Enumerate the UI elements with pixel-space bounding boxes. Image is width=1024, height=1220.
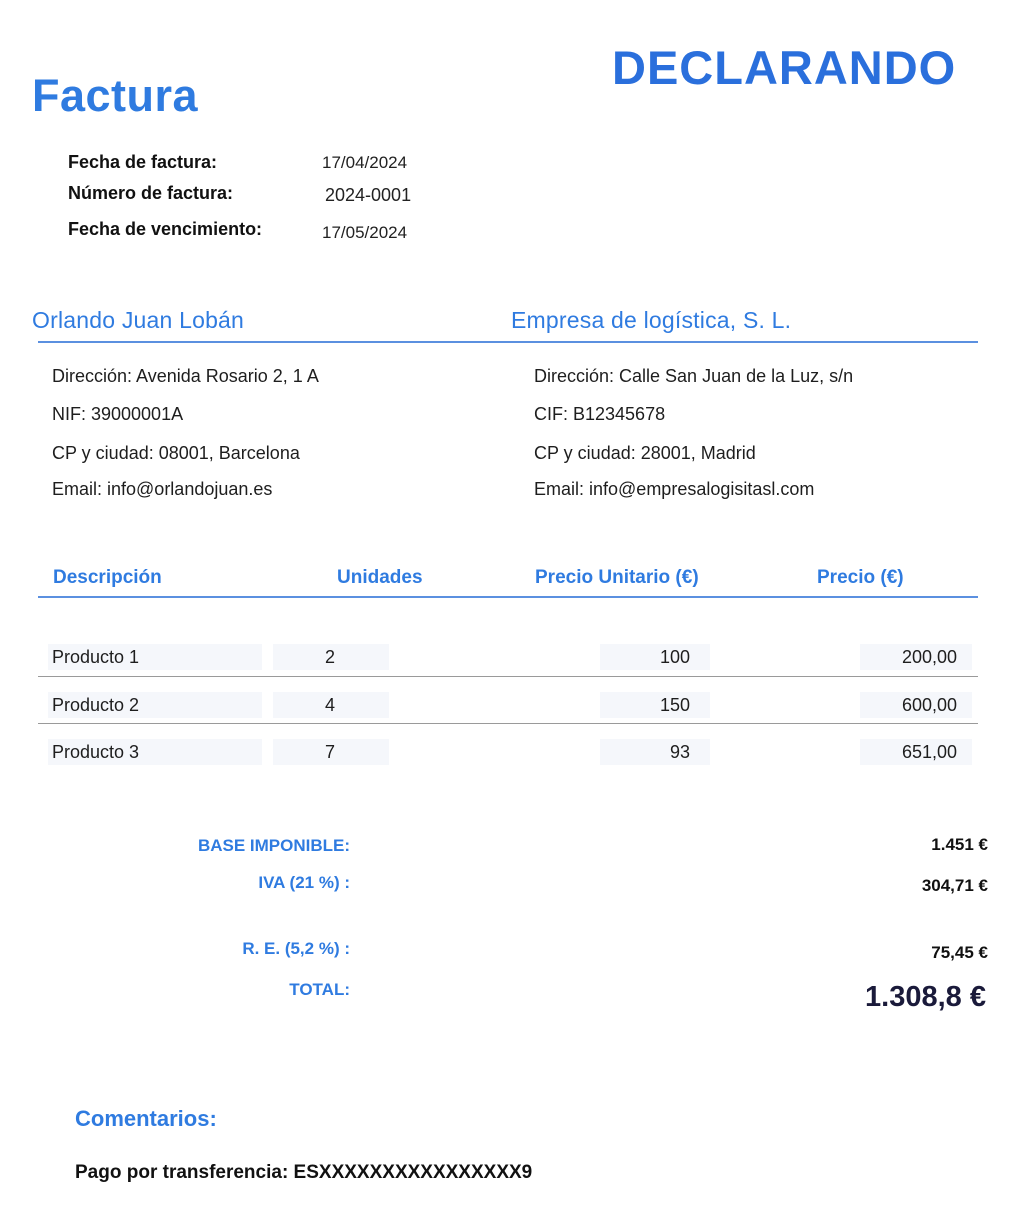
row-price-cell	[860, 644, 972, 670]
table-header-divider	[38, 596, 978, 598]
base-label: BASE IMPONIBLE:	[197, 836, 350, 855]
re-label: R. E. (5,2 %) :	[242, 939, 350, 958]
row-unit-price: 100	[659, 647, 690, 667]
row-unit-price-cell	[600, 692, 710, 718]
total-value: 1.308,8 €	[865, 981, 986, 1013]
table-row	[48, 644, 262, 670]
table-row	[48, 739, 262, 765]
client-city: CP y ciudad: 28001, Madrid	[534, 443, 756, 463]
row-unit-price-cell	[600, 739, 710, 765]
row-unit-price: 93	[669, 742, 690, 762]
table-header-price: Precio (€)	[817, 567, 904, 588]
invoice-number-label: Número de factura:	[68, 183, 234, 203]
invoice-date-label: Fecha de factura:	[68, 152, 218, 172]
comments-text: Pago por transferencia: ESXXXXXXXXXXXXXXXX9	[75, 1162, 533, 1183]
issuer-tax-id: NIF: 39000001A	[52, 404, 184, 424]
row-units-cell	[273, 644, 389, 670]
table-header-unit-price: Precio Unitario (€)	[535, 567, 699, 588]
row-description: Producto 1	[52, 647, 140, 667]
row-units: 2	[325, 647, 336, 667]
invoice-number-value: 2024-0001	[325, 185, 412, 205]
due-date-label: Fecha de vencimiento:	[68, 219, 263, 239]
invoice-date-value: 17/04/2024	[322, 153, 408, 172]
re-value: 75,45 €	[931, 943, 988, 962]
issuer-name: Orlando Juan Lobán	[32, 307, 245, 333]
row-divider	[38, 676, 978, 677]
row-description: Producto 2	[52, 695, 140, 715]
row-unit-price-cell	[600, 644, 710, 670]
row-price-cell	[860, 739, 972, 765]
iva-value: 304,71 €	[921, 876, 988, 895]
row-units: 4	[325, 695, 336, 715]
client-address: Dirección: Calle San Juan de la Luz, s/n	[534, 366, 854, 386]
client-name: Empresa de logística, S. L.	[511, 307, 792, 333]
row-price: 200,00	[901, 647, 957, 667]
row-description: Producto 3	[52, 742, 140, 762]
client-tax-id: CIF: B12345678	[534, 404, 666, 424]
comments-title: Comentarios:	[75, 1106, 217, 1131]
due-date-value: 17/05/2024	[322, 223, 408, 242]
row-units: 7	[325, 742, 336, 762]
base-value: 1.451 €	[931, 835, 988, 854]
client-email: Email: info@empresalogisitasl.com	[534, 479, 815, 499]
table-row	[48, 692, 262, 718]
total-label: TOTAL:	[289, 980, 350, 999]
company-logo: DECLARANDO	[612, 41, 957, 94]
issuer-email: Email: info@orlandojuan.es	[52, 479, 273, 499]
iva-label: IVA (21 %) :	[258, 873, 350, 892]
row-price: 651,00	[901, 742, 957, 762]
row-units-cell	[273, 739, 389, 765]
parties-divider	[38, 341, 978, 343]
row-price-cell	[860, 692, 972, 718]
issuer-address: Dirección: Avenida Rosario 2, 1 A	[52, 366, 319, 386]
invoice-title: Factura	[32, 70, 199, 121]
issuer-city: CP y ciudad: 08001, Barcelona	[52, 443, 300, 463]
row-units-cell	[273, 692, 389, 718]
row-divider	[38, 723, 978, 724]
table-header-description: Descripción	[53, 567, 162, 588]
table-header-units: Unidades	[337, 567, 423, 588]
row-unit-price: 150	[659, 695, 690, 715]
row-price: 600,00	[901, 695, 957, 715]
